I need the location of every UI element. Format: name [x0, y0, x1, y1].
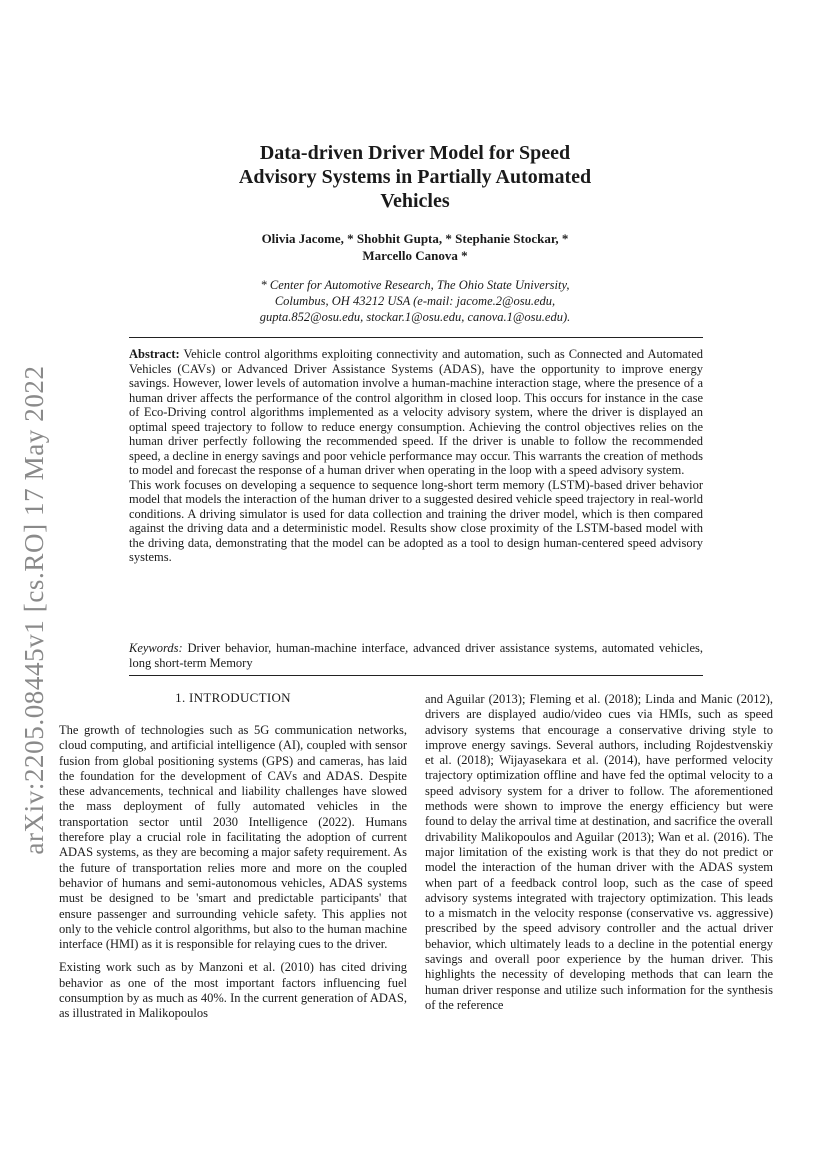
arxiv-identifier: arXiv:2205.08445v1 [cs.RO] 17 May 2022: [19, 365, 49, 855]
body-paragraph: and Aguilar (2013); Fleming et al. (2018); Linda and Manic (2012), drivers are displayed audio/video cues via HMIs, such as speed advisory systems that encourage a conservative driving style to improve energy savings. Several authors, including Rojdestvenskiy et al. (2018); Wijayasekara et al. (2014), have performed velocity trajectory optimization offline and have fed the optimal velocity to a speed advisory system for a driver to follow. The aforementioned methods were shown to improve the energy efficiency but were found to delay the arrival time at destination, and sacrifice the overall drivability Malikopoulos and Aguilar (2013); Wan et al. (2016). The major limitation of the existing work is that they do not predict or model the interaction of the human driver with the ADAS system when part of a feedback control loop, such as the case of speed advisory systems integrated with trajectory optimization. This leads to a mismatch in the velocity response (conservative vs. aggressive) prescribed by the speed advisory controller and the actual driver behavior, which ultimately leads to a decline in the potential energy savings and overall poor experience by the human driver. This highlights the necessity of developing methods that can learn the human driver response and utilize such information for the synthesis of the reference: [425, 692, 773, 1012]
body-paragraph: Existing work such as by Manzoni et al. (2010) has cited driving behavior as one of the most important factors influencing fuel consumption by as much as 40%. In the current generation of ADAS, as illustrated in Malikopoulos: [59, 960, 407, 1021]
title-line: Advisory Systems in Partially Automated: [238, 166, 592, 188]
authors-line: Olivia Jacome, * Shobhit Gupta, * Stephanie Stockar, *: [261, 231, 569, 246]
abstract-paragraph: [129, 347, 703, 478]
abstract-paragraph: This work focuses on developing a sequence to sequence long-short term memory (LSTM)-based driver behavior model that models the interaction of the human driver to a suggested desired vehicle speed trajectory in real-world conditions. A driving simulator is used for data collection and training the driver model, which is then compared against the driving data and a deterministic model. Results show close proximity of the LSTM-based model with the driving data, demonstrating that the model can be adopted as a tool to design human-centered speed advisory systems.: [129, 477, 703, 564]
keywords-text: Driver behavior, human-machine interface, advanced driver assistance systems, automated vehicles, long short-term Memory: [129, 641, 704, 670]
title-line: Vehicles: [380, 190, 450, 212]
author-list: [190, 230, 640, 264]
body-paragraph: The growth of technologies such as 5G communication networks, cloud computing, and artificial intelligence (AI), coupled with sensor fusion from global positioning systems (GPS) and cameras, has laid the foundation for the development of CAVs and ADAS. Despite these advancements, technical and liability challenges have slowed the mass deployment of fully automated vehicles in the transportation sector until 2030 Intelligence (2022). Humans therefore play a crucial role in facilitating the adoption of current ADAS systems, as they are becoming a major safety requirement. As the future of transportation relies more and more on the coupled behavior of humans and semi-autonomous vehicles, ADAS systems must be designed to be 'smart and predictable participants' that ensure passenger and surrounding vehicle safety. This applies not only to the vehicle control algorithms, but also to the human machine interface (HMI) as it is responsible for relaying cues to the driver.: [59, 723, 407, 952]
bottom-divider: [129, 675, 703, 676]
paper-title: [190, 141, 640, 213]
section-heading: 1. INTRODUCTION: [175, 690, 291, 705]
affiliation-line: gupta.852@osu.edu, stockar.1@osu.edu, canova.1@osu.edu).: [259, 310, 571, 324]
abstract: [129, 347, 703, 565]
affiliation-line: * Center for Automotive Research, The Ohio State University,: [260, 278, 570, 292]
abstract-text: Vehicle control algorithms exploiting connectivity and automation, such as Connected and Automated Vehicles (CAVs) or Advanced Driver Assistance Systems (ADAS), have the opportunity to improve energy savings. However, lower levels of automation involve a human-machine interaction stage, where the presence of a human driver affects the performance of the control algorithm in closed loop. This occurs for instance in the case of Eco-Driving control algorithms implemented as a velocity advisory system, where the driver is displayed an optimal speed trajectory to follow to reduce energy consumption. Achieving the control objectives relies on the human driver perfectly following the recommended speed. If the driver is unable to follow the recommended speed, a decline in energy savings and poor vehicle performance may occur. This warrants the creation of methods to model and forecast the response of a human driver when operating in the loop with a speed advisory system.: [129, 347, 704, 477]
right-column: [425, 692, 773, 1013]
abstract-label: Abstract:: [129, 347, 180, 361]
keywords-label: Keywords:: [129, 641, 183, 655]
affiliation-line: Columbus, OH 43212 USA (e-mail: jacome.2@osu.edu,: [274, 294, 556, 308]
left-column: [59, 690, 407, 1022]
keywords: [129, 641, 703, 671]
title-line: Data-driven Driver Model for Speed: [259, 142, 571, 164]
authors-line: Marcello Canova *: [362, 248, 468, 263]
top-divider: [129, 337, 703, 338]
affiliation: [190, 277, 640, 325]
